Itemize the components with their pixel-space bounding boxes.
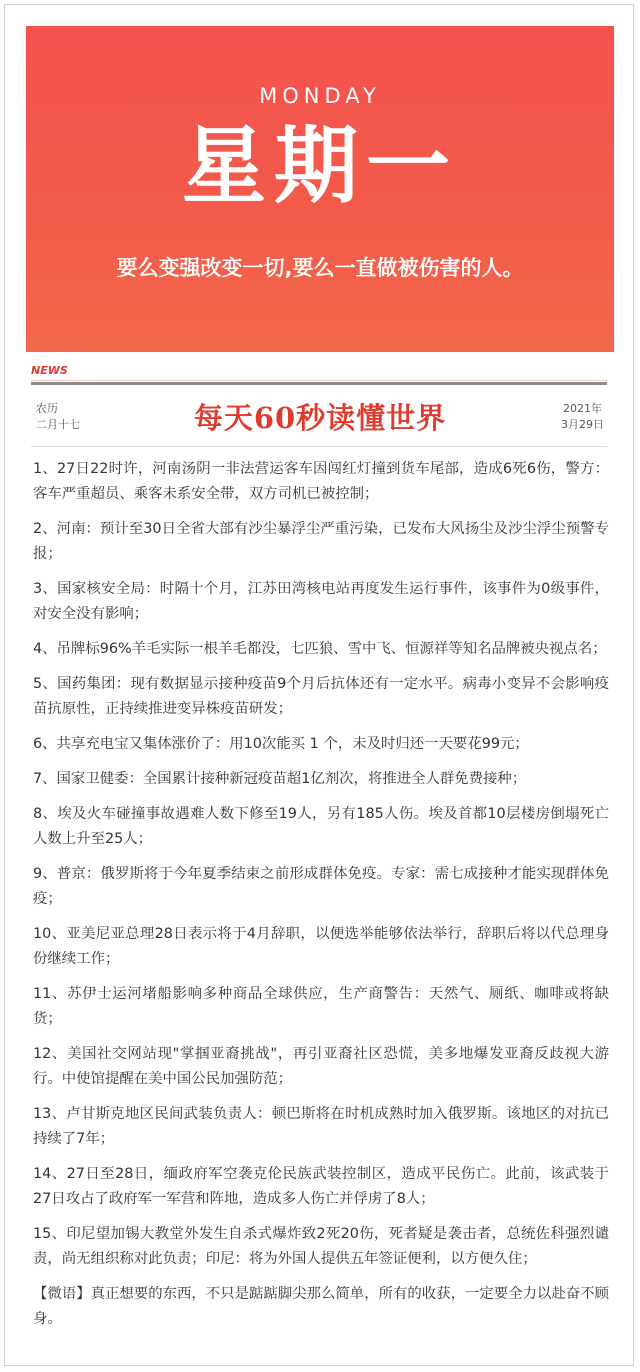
masthead-title: 每天60秒读懂世界 — [193, 401, 447, 435]
news-item: 7、国家卫健委：全国累计接种新冠疫苗超1亿剂次，将推进全人群免费接种； — [33, 771, 527, 787]
news-item: 13、卢甘斯克地区民间武装负责人：顿巴斯将在时机成熟时加入俄罗斯。该地区的对抗已持续了7年； — [33, 1106, 609, 1147]
news-item: 5、国药集团：现有数据显示接种疫苗9个月后抗体还有一定水平。病毒小变异不会影响疫苗抗原性，正持续推进变异株疫苗研发； — [33, 676, 609, 717]
news-item: 6、共享充电宝又集体涨价了：用10次能买 1 个，未及时归还一天要花99元； — [33, 736, 529, 752]
news-tag: NEWS — [31, 364, 68, 377]
solar-date: 3月29日 — [561, 418, 604, 431]
news-item: 12、美国社交网站现"掌掴亚裔挑战"，再引亚裔社区恐慌，美多地爆发亚裔反歧视大游行。中使馆提醒在美中国公民加强防范； — [33, 1046, 609, 1087]
news-item: 9、普京：俄罗斯将于今年夏季结束之前形成群体免疫。专家：需七成接种才能实现群体免疫； — [33, 866, 609, 907]
header-divider — [31, 446, 607, 447]
news-item: 14、27日至28日，缅政府军空袭克伦民族武装控制区，造成平民伤亡。此前，该武装于27日攻占了政府军一军营和阵地，造成多人伤亡并俘虏了8人； — [33, 1166, 609, 1207]
divider-thick — [31, 382, 607, 385]
day-english: MONDAY — [259, 84, 381, 108]
solar-date-block — [561, 401, 604, 433]
daily-quote: 【微语】真正想要的东西，不只是踮踮脚尖那么简单，所有的收获，一定要全力以赴奋不顾身。 — [33, 1286, 609, 1327]
news-item: 11、苏伊士运河堵船影响多种商品全球供应，生产商警告：天然气、厕纸、咖啡或将缺货； — [33, 986, 609, 1027]
solar-year: 2021年 — [563, 402, 602, 415]
hero-quote: 要么变强改变一切,要么一直做被伤害的人。 — [116, 256, 524, 280]
hero-banner — [26, 26, 614, 352]
lunar-label: 农历 — [36, 402, 58, 415]
news-item: 2、河南：预计至30日全省大部有沙尘暴浮尘严重污染，已发布大风扬尘及沙尘浮尘预警专报； — [33, 521, 609, 562]
news-item: 1、27日22时许，河南汤阴一非法营运客车因闯红灯撞到货车尾部，造成6死6伤，警方：客车严重超员、乘客未系安全带，双方司机已被控制； — [33, 461, 609, 502]
news-list — [33, 457, 609, 1342]
news-item: 4、吊牌标96%羊毛实际一根羊毛都没，七匹狼、雪中飞、恒源祥等知名品牌被央视点名； — [33, 641, 607, 657]
lunar-date: 二月十七 — [36, 418, 80, 431]
news-item: 3、国家核安全局：时隔十个月，江苏田湾核电站再度发生运行事件，该事件为0级事件，对安全没有影响； — [33, 581, 609, 622]
news-item: 8、埃及火车碰撞事故遇难人数下修至19人，另有185人伤。埃及首都10层楼房倒塌死亡人数上升至25人； — [33, 806, 609, 847]
news-item: 10、亚美尼亚总理28日表示将于4月辞职，以便选举能够依法举行，辞职后将以代总理身份继续工作； — [33, 926, 609, 967]
divider-thin — [31, 380, 607, 381]
day-chinese: 星期一 — [181, 117, 458, 215]
news-item: 15、印尼望加锡大教堂外发生自杀式爆炸致2死20伤，死者疑是袭击者，总统佐科强烈谴责，尚无组织称对此负责；印尼：将为外国人提供五年签证便利，以方便久住； — [33, 1226, 609, 1267]
lunar-date-block — [36, 401, 80, 433]
